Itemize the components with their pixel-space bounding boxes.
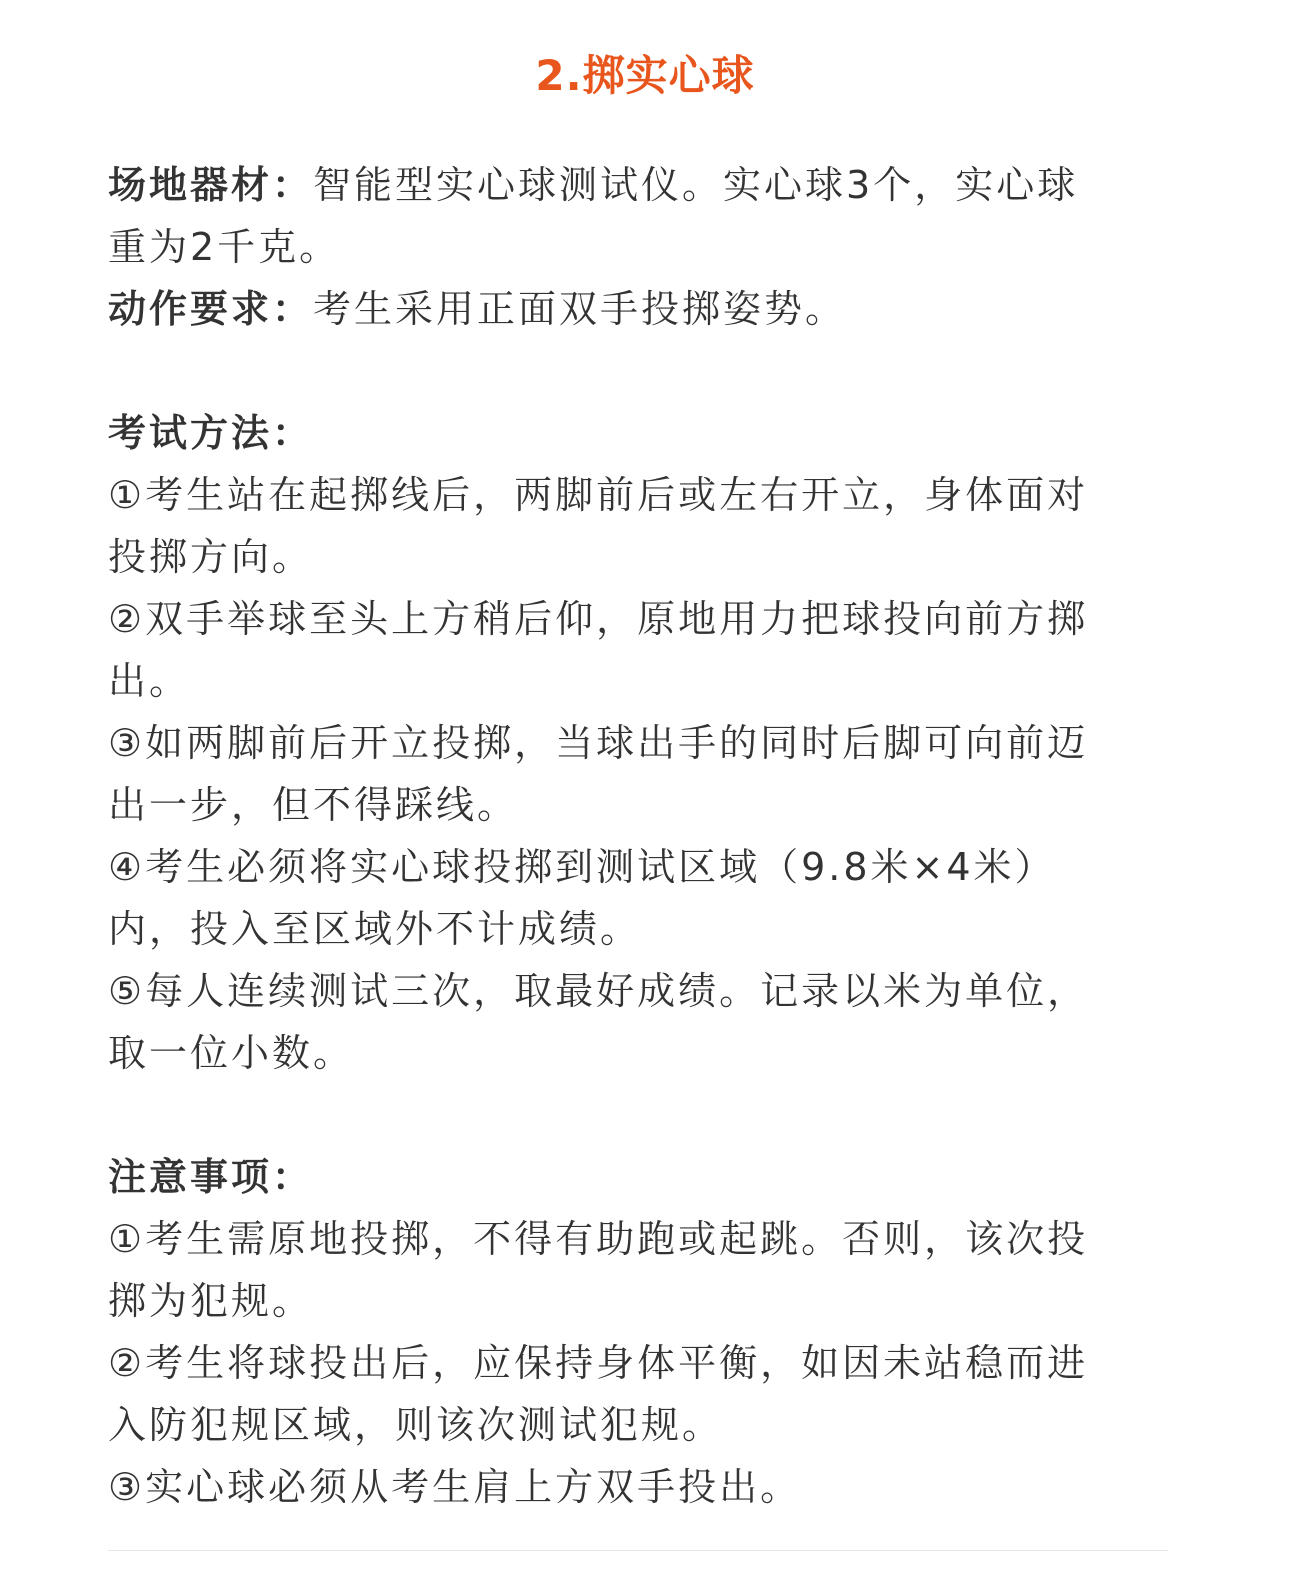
action-text: 考生采用正面双手投掷姿势。 [313,287,847,331]
method-line: 出一步，但不得踩线。 [108,783,519,827]
action-label: 动作要求： [108,287,314,331]
equipment-label: 场地器材： [108,163,314,207]
method-line: ⑤每人连续测试三次，取最好成绩。记录以米为单位， [108,969,1089,1013]
method-line: ①考生站在起掷线后，两脚前后或左右开立，身体面对 [108,473,1089,517]
section-gap [108,1084,1173,1146]
equipment-line-1 [108,154,1173,216]
notes-line: ②考生将球投出后，应保持身体平衡，如因未站稳而进 [108,1341,1089,1385]
notes-line: 入防犯规区域，则该次测试犯规。 [108,1403,724,1447]
notes-line: 掷为犯规。 [108,1279,314,1323]
bottom-divider [108,1550,1168,1551]
notes-line: ③实心球必须从考生肩上方双手投出。 [108,1465,802,1509]
method-line: 内，投入至区域外不计成绩。 [108,907,642,951]
method-line: 取一位小数。 [108,1031,355,1075]
method-heading: 考试方法： [108,411,314,455]
method-line: ②双手举球至头上方稍后仰，原地用力把球投向前方掷 [108,597,1089,641]
action-line [108,278,1173,340]
method-line: ④考生必须将实心球投掷到测试区域（9.8米×4米） [108,845,1056,889]
notes-heading: 注意事项： [108,1155,314,1199]
content-body [108,154,1173,1518]
equipment-text: 智能型实心球测试仪。实心球3个，实心球 [313,163,1079,207]
notes-line: ①考生需原地投掷，不得有助跑或起跳。否则，该次投 [108,1217,1089,1261]
equipment-line-2: 重为2千克。 [108,225,341,269]
method-line: ③如两脚前后开立投掷，当球出手的同时后脚可向前迈 [108,721,1089,765]
page-title: 2.掷实心球 [535,51,755,100]
method-line: 出。 [108,659,191,703]
method-line: 投掷方向。 [108,535,314,579]
section-gap [108,340,1173,402]
